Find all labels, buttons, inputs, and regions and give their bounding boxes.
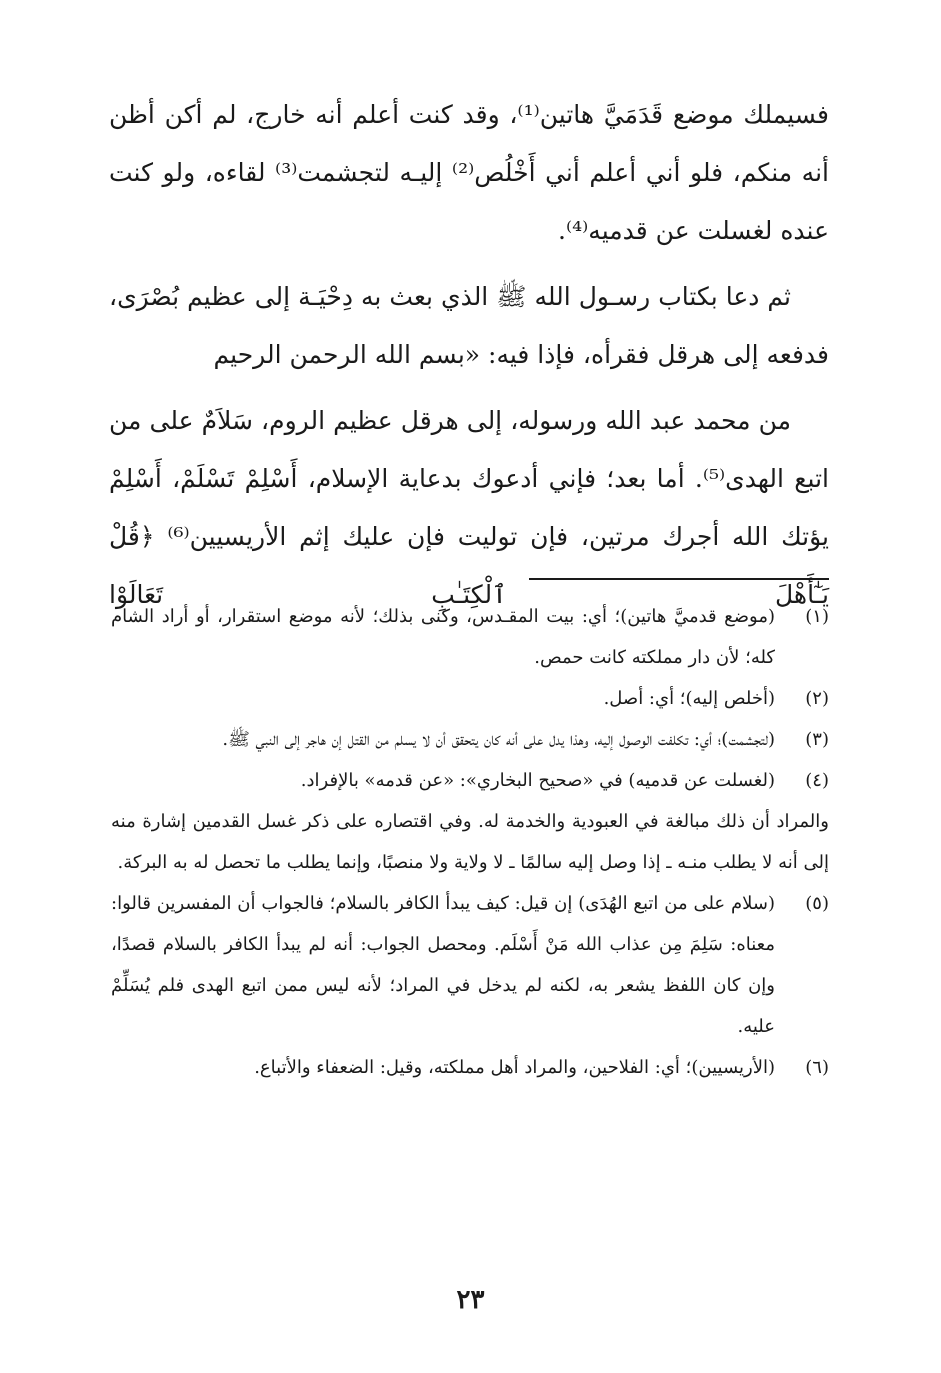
footnote-text: (لغسلت عن قدميه) في «صحيح البخاري»: «عن قدمه» بالإفراد. [300, 770, 775, 791]
paragraph: فسيملك موضع قَدَمَيَّ هاتين⁽¹⁾، وقد كنت أعلم أنه خارج، لم أكن أظن أنه منكم، فلو أني أعلم أني أَخْلُص⁽²⁾ إليـه لتجشمت⁽³⁾ لقاءه، ولو كنت عنده لغسلت عن قدميه⁽⁴⁾. [109, 100, 829, 245]
footnote-number: (١) [805, 606, 829, 627]
paragraph: ثم دعا بكتاب رسـول الله ﷺ الذي بعث به دِحْيَـة إلى عظيم بُصْرَى، فدفعه إلى هرقل فقرأه، فإذا فيه: «بسم الله الرحمن الرحيم [109, 282, 829, 369]
footnote [111, 760, 829, 801]
page-number: ٢٣ [456, 1285, 485, 1315]
footnotes [111, 596, 829, 1088]
footnote [111, 678, 829, 719]
footnote [111, 719, 829, 760]
main-text [109, 86, 829, 632]
footnote-number: (٤) [805, 770, 829, 791]
footnote-number: (٢) [805, 688, 829, 709]
footnote-text: (موضع قدميَّ هاتين)؛ أي: بيت المقـدس، وكنى بذلك؛ لأنه موضع استقرار، أو أراد الشام كله؛ لأن دار مملكته كانت حمص. [111, 606, 775, 668]
footnote-text: (أخلص إليه)؛ أي: أصل. [603, 688, 775, 709]
footnote-text: (سلام على من اتبع الهُدَى) إن قيل: كيف يبدأ الكافر بالسلام؛ فالجواب أن المفسرين قالوا: معناه: سَلِمَ مِن عذاب الله مَنْ أَسْلَم. ومحصل الجواب: أنه لم يبدأ الكافر بالسلام قصدًا، وإن كان اللفظ يشعر به، لكنه لم يدخل في المراد؛ لأنه ليس ممن اتبع الهدى فلم يُسَلِّمْ عليه. [111, 893, 775, 1037]
footnote-text: (الأريسيين)؛ أي: الفلاحين، والمراد أهل مملكته، وقيل: الضعفاء والأتباع. [254, 1057, 775, 1078]
paragraph: من محمد عبد الله ورسوله، إلى هرقل عظيم الروم، سَلاَمٌ على من اتبع الهدى⁽⁵⁾. أما بعد؛ فإني أدعوك بدعاية الإسلام، أَسْلِمْ تَسْلَمْ، أَسْلِمْ يؤتك الله أجرك مرتين، فإن توليت فإن عليك إثم الأريسيين⁽⁶⁾ ﴿قُلْ يَـٰٓأَهْلَ ٱلْكِتَـٰبِ تَعَالَوْا [109, 406, 829, 609]
footnote-continuation [111, 801, 829, 883]
footnote [111, 596, 829, 678]
footnote-separator [529, 578, 829, 580]
footnote [111, 1047, 829, 1088]
footnote [111, 883, 829, 1047]
footnote-text: والمراد أن ذلك مبالغة في العبودية والخدمة له. وفي اقتصاره على ذكر غسل القدمين إشارة منه إلى أنه لا يطلب منـه ـ إذا وصل إليه سالمًا ـ لا ولاية ولا منصبًا، وإنما يطلب ما تحصل له به البركة. [111, 811, 829, 873]
footnote-text: (لتجشمت)؛ أي: تكلفت الوصول إليه، وهذا يدل على أنه كان يتحقق أن لا يسلم من القتل إن هاجر إلى النبي ﷺ. [222, 729, 775, 750]
footnote-number: (٦) [805, 1057, 829, 1078]
footnote-number: (٣) [805, 729, 829, 750]
footnote-number: (٥) [805, 893, 829, 914]
